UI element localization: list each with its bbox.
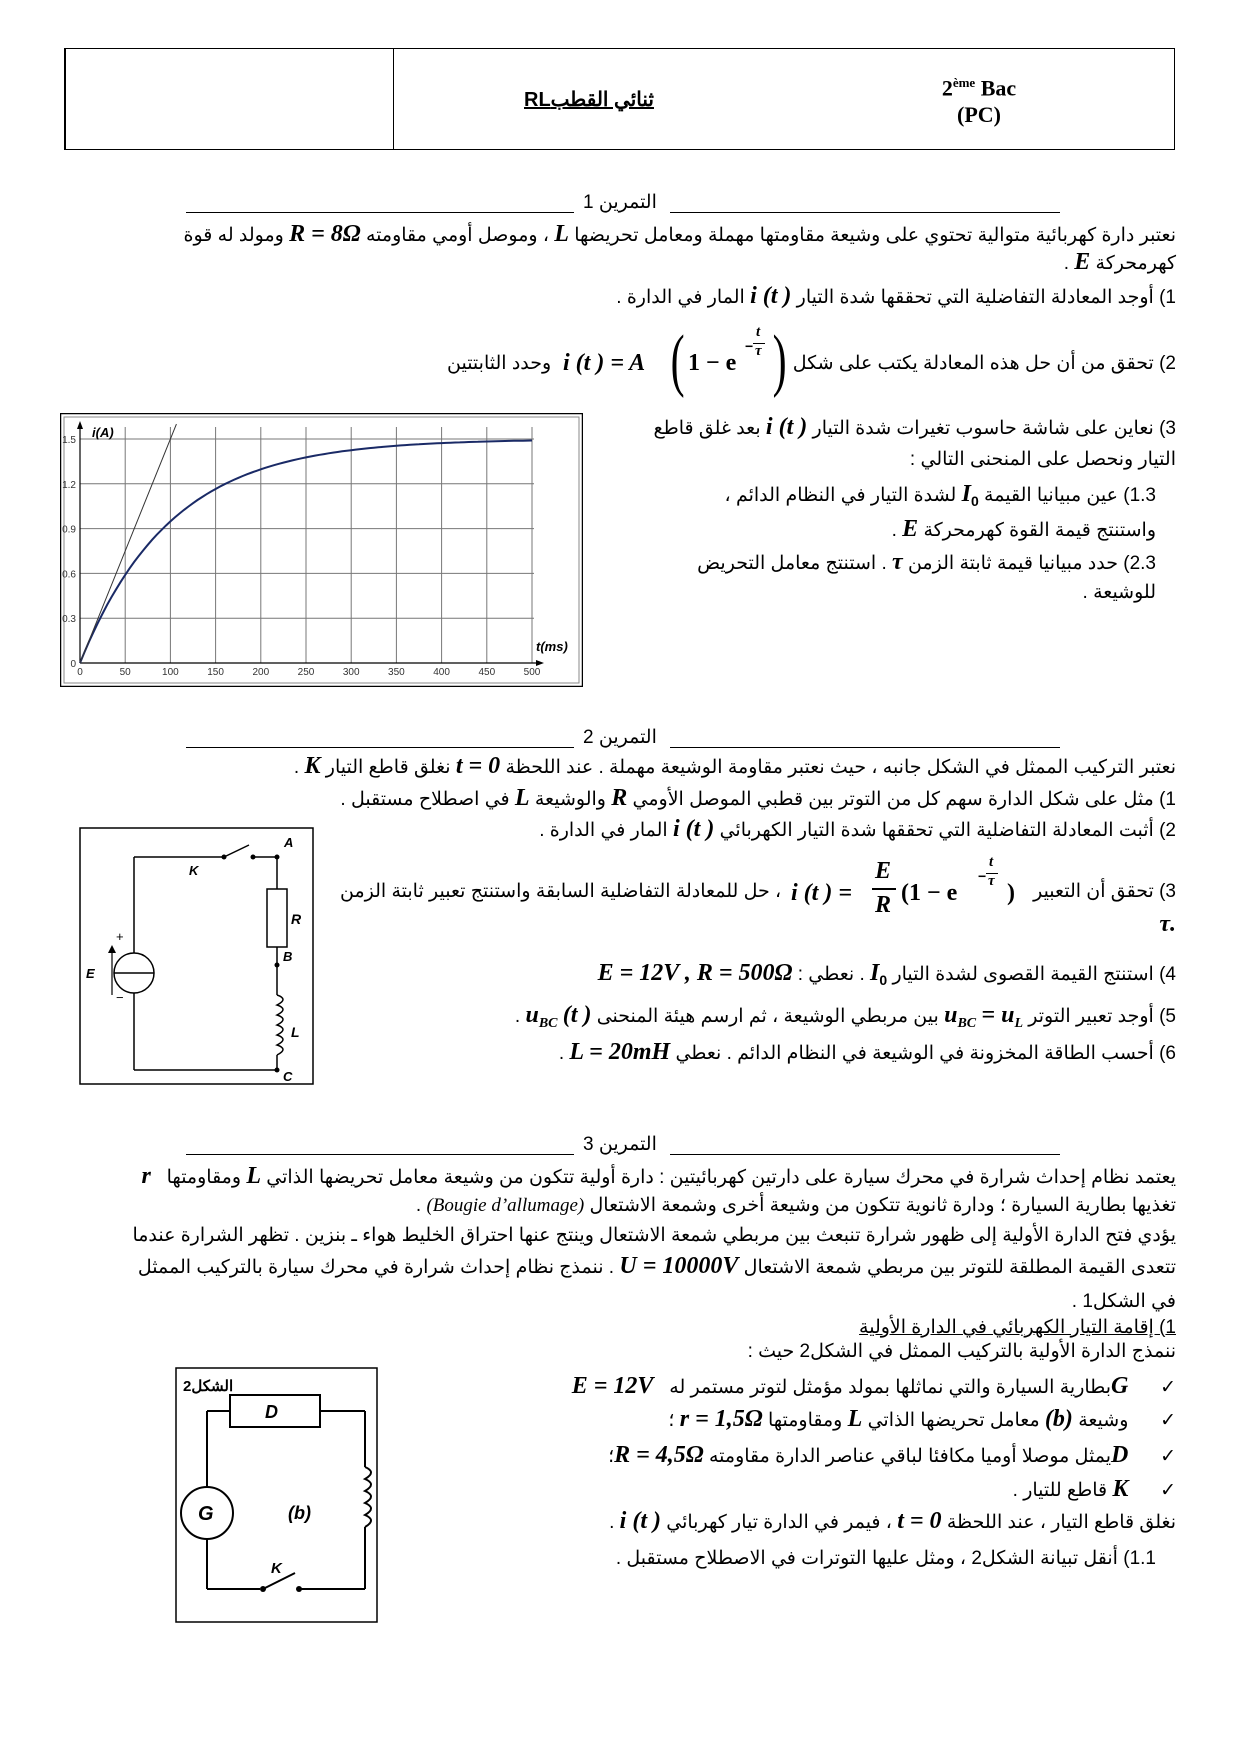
ex3-bullet3: ✓ Dيمثل موصلا أوميا مكافئا لباقي عناصر الدارة مقاومته R = 4,5Ω؛ bbox=[608, 1442, 1176, 1468]
chart-ytick-1.5: 1.5 bbox=[62, 435, 76, 446]
ex2-q3-formula: i (t ) = E R (1 − e − t τ ) bbox=[791, 854, 1015, 918]
ex3-p4: تتعدى القيمة المطلقة للتوتر بين مربطي شمعة الاشتعال U = 10000V . ننمذج نظام إحداث شرارة في محرك سيارة بالتركيب الممثل bbox=[137, 1253, 1176, 1279]
svg-text:E: E bbox=[86, 966, 95, 981]
ex2-intro: نعتبر التركيب الممثل في الشكل جانبه ، حيث نعتبر مقاومة الوشيعة مهملة . عند اللحظة t = 0 نغلق قاطع التيار K . bbox=[293, 753, 1176, 779]
ex2-q2: 2) أثبت المعادلة التفاضلية التي تحققها شدة التيار الكهربائي ( i (t المار في الدارة . bbox=[539, 816, 1176, 842]
ex2-q3-b: ، حل للمعادلة التفاضلية السابقة واستنتج تعبير ثابتة الزمن bbox=[340, 881, 782, 902]
chart-xtick-500: 500 bbox=[523, 667, 541, 678]
ex1-rule-right bbox=[670, 212, 1060, 213]
chart-xtick-0: 0 bbox=[77, 667, 83, 678]
chart-ytick-0.3: 0.3 bbox=[62, 614, 76, 626]
ex1-q3-c: التيار ونحصل على المنحنى التالي : bbox=[909, 449, 1176, 470]
header-table bbox=[64, 48, 1175, 150]
ex3-p3: يؤدي فتح الدارة الأولية إلى ظهور شرارة تنبعث بين مربطي شمعة الاشتعال وينتج عنها احتراق الخليط هواء ـ بنزين . تظهر الشرارة عندما bbox=[132, 1225, 1176, 1246]
ex1-q2-formula: i (t ) = A ( 1 − e − t τ ) bbox=[563, 322, 787, 399]
svg-text:−: − bbox=[116, 990, 124, 1005]
ex1-q32-c: للوشيعة . bbox=[1082, 582, 1156, 603]
chart-ytick-0.6: 0.6 bbox=[62, 569, 76, 581]
chart-ytick-0: 0 bbox=[70, 659, 76, 670]
page-title-ar: ثنائي القطب bbox=[550, 88, 654, 111]
chart-ytick-0.9: 0.9 bbox=[62, 524, 76, 536]
ex1-q31: 1.3) عين مبيانيا القيمة $I_0$ لشدة التيار في النظام الدائم ، bbox=[724, 481, 1156, 509]
fig2-label: الشكل2 bbox=[183, 1378, 234, 1395]
ex3-title: التمرين 3 bbox=[583, 1134, 657, 1155]
page-title bbox=[524, 87, 654, 112]
ex1-rule-left bbox=[186, 212, 574, 213]
ex3-p2: تغذيها بطارية السيارة ؛ ودارة ثانوية تتكون من وشيعة أخرى وشمعة الاشتعال (Bougie d’allumage) . bbox=[415, 1195, 1176, 1216]
ex2-q6: 6) أحسب الطاقة المخزونة في الوشيعة في النظام الدائم . نعطي L = 20mH . bbox=[558, 1039, 1176, 1065]
ex3-close: نغلق قاطع التيار ، عند اللحظة t = 0 ، فيمر في الدارة تيار كهربائي ( i (t . bbox=[609, 1508, 1176, 1534]
current-chart bbox=[60, 413, 583, 687]
ex3-p5: في الشكل1 . bbox=[1071, 1291, 1176, 1312]
ex2-q1: 1) مثل على شكل الدارة سهم كل من التوتر بين قطبي الموصل الأومي R والوشيعة L في اصطلاح مستقبل . bbox=[340, 785, 1176, 811]
ex2-circuit bbox=[79, 827, 314, 1085]
header-level-cell bbox=[784, 49, 1174, 149]
ex3-section1-intro: ننمذج الدارة الأولية بالتركيب الممثل في الشكل2 حيث : bbox=[747, 1341, 1176, 1362]
svg-text:G: G bbox=[198, 1503, 214, 1525]
ex1-q3: 3) نعاين على شاشة حاسوب تغيرات شدة التيار ( i (t بعد غلق قاطع bbox=[653, 414, 1176, 440]
ex3-section1-title: 1) إقامة التيار الكهربائي في الدارة الأولية bbox=[859, 1317, 1176, 1338]
ex3-rule-right bbox=[670, 1154, 1060, 1155]
header-title-cell bbox=[393, 49, 784, 149]
chart-xtick-50: 50 bbox=[119, 667, 131, 678]
svg-text:K: K bbox=[189, 863, 199, 878]
header-level-bac: Bac bbox=[980, 75, 1017, 101]
chart-xtick-200: 200 bbox=[252, 667, 270, 678]
ex3-q11: 1.1) أنقل تبيانة الشكل2 ، ومثل عليها التوترات في الاصطلاح مستقبل . bbox=[615, 1548, 1156, 1569]
chart-xtick-250: 250 bbox=[297, 667, 315, 678]
header-right-cell bbox=[65, 49, 393, 149]
svg-text:K: K bbox=[271, 1560, 282, 1577]
chart-xtick-400: 400 bbox=[433, 667, 450, 678]
ex1-q1: 1) أوجد المعادلة التفاضلية التي تحققها شدة التيار ( i (t المار في الدارة . bbox=[616, 283, 1176, 309]
page-title-rl: RL bbox=[524, 88, 551, 111]
ex1-q2: 2) تحقق من أن حل هذه المعادلة يكتب على شكل bbox=[792, 353, 1176, 374]
chart-xtick-350: 350 bbox=[388, 667, 405, 678]
svg-text:C: C bbox=[283, 1069, 293, 1084]
svg-text:(b): (b) bbox=[288, 1503, 311, 1523]
svg-text:D: D bbox=[265, 1402, 278, 1422]
ex3-bullet1: ✓ Gبطارية السيارة والتي نماثلها بمولد مؤمثل لتوتر مستمر له E = 12V bbox=[571, 1373, 1176, 1399]
ex3-bullet4: ✓ K قاطع للتيار . bbox=[1012, 1476, 1176, 1502]
ex2-q5: 5) أوجد تعبير التوتر $u_{BC} = u_L$ بين مربطي الوشيعة ، ثم ارسم هيئة المنحنى $u_{BC}$ (t ) . bbox=[514, 1002, 1176, 1031]
ex2-q3-c: .τ bbox=[1159, 911, 1176, 937]
ex2-title: التمرين 2 bbox=[583, 727, 657, 748]
ex1-title: التمرين 1 bbox=[583, 192, 657, 213]
ex2-rule-right bbox=[670, 747, 1060, 748]
chart-xlabel: t(ms) bbox=[536, 639, 568, 654]
svg-text:R: R bbox=[291, 911, 302, 927]
header-level-num: 2 bbox=[941, 75, 953, 101]
header-level-pc: (PC) bbox=[957, 101, 1001, 127]
ex2-q3-a: 3) تحقق أن التعبير bbox=[1033, 881, 1176, 902]
chart-xtick-300: 300 bbox=[342, 667, 360, 678]
ex2-rule-left bbox=[186, 747, 574, 748]
ex1-q2-b: وحدد الثابتتين bbox=[447, 353, 552, 374]
ex1-intro-line1: نعتبر دارة كهربائية متوالية تحتوي على وشيعة مقاومتها مهملة ومعامل تحريضها L ، وموصل أومي مقاومته R = 8Ω ومولد له قوة bbox=[183, 221, 1176, 247]
chart-ylabel: i(A) bbox=[92, 425, 114, 440]
ex3-rule-left bbox=[186, 1154, 574, 1155]
chart-xtick-150: 150 bbox=[207, 667, 224, 678]
svg-text:L: L bbox=[291, 1024, 300, 1040]
header-level-sup: ème bbox=[952, 75, 976, 91]
chart-xtick-100: 100 bbox=[162, 667, 179, 678]
chart-ytick-1.2: 1.2 bbox=[62, 479, 76, 491]
ex1-q32: 2.3) حدد مبيانيا قيمة ثابتة الزمن τ . استنتج معامل التحريض bbox=[697, 549, 1156, 575]
ex3-figure2 bbox=[175, 1367, 378, 1623]
ex2-q4: 4) استنتج القيمة القصوى لشدة التيار $I_0$ . نعطي : E = 12V , R = 500Ω bbox=[597, 960, 1176, 988]
chart-xtick-450: 450 bbox=[478, 667, 496, 678]
svg-text:B: B bbox=[283, 949, 293, 964]
svg-text:A: A bbox=[284, 835, 294, 850]
ex3-bullet2: ✓ وشيعة (b) معامل تحريضها الذاتي L ومقاومتها r = 1,5Ω ؛ bbox=[668, 1406, 1176, 1432]
ex1-q31-c: واستنتج قيمة القوة كهرمحركة E . bbox=[891, 516, 1156, 542]
ex3-p1: يعتمد نظام إحداث شرارة في محرك سيارة على دارتين كهربائيتين : دارة أولية تتكون من وشيعة معامل تحريضها الذاتي L ومقاومتها r bbox=[141, 1163, 1176, 1189]
ex1-intro-line2: كهرمحركة E . bbox=[1063, 249, 1176, 275]
svg-text:+: + bbox=[116, 929, 124, 944]
